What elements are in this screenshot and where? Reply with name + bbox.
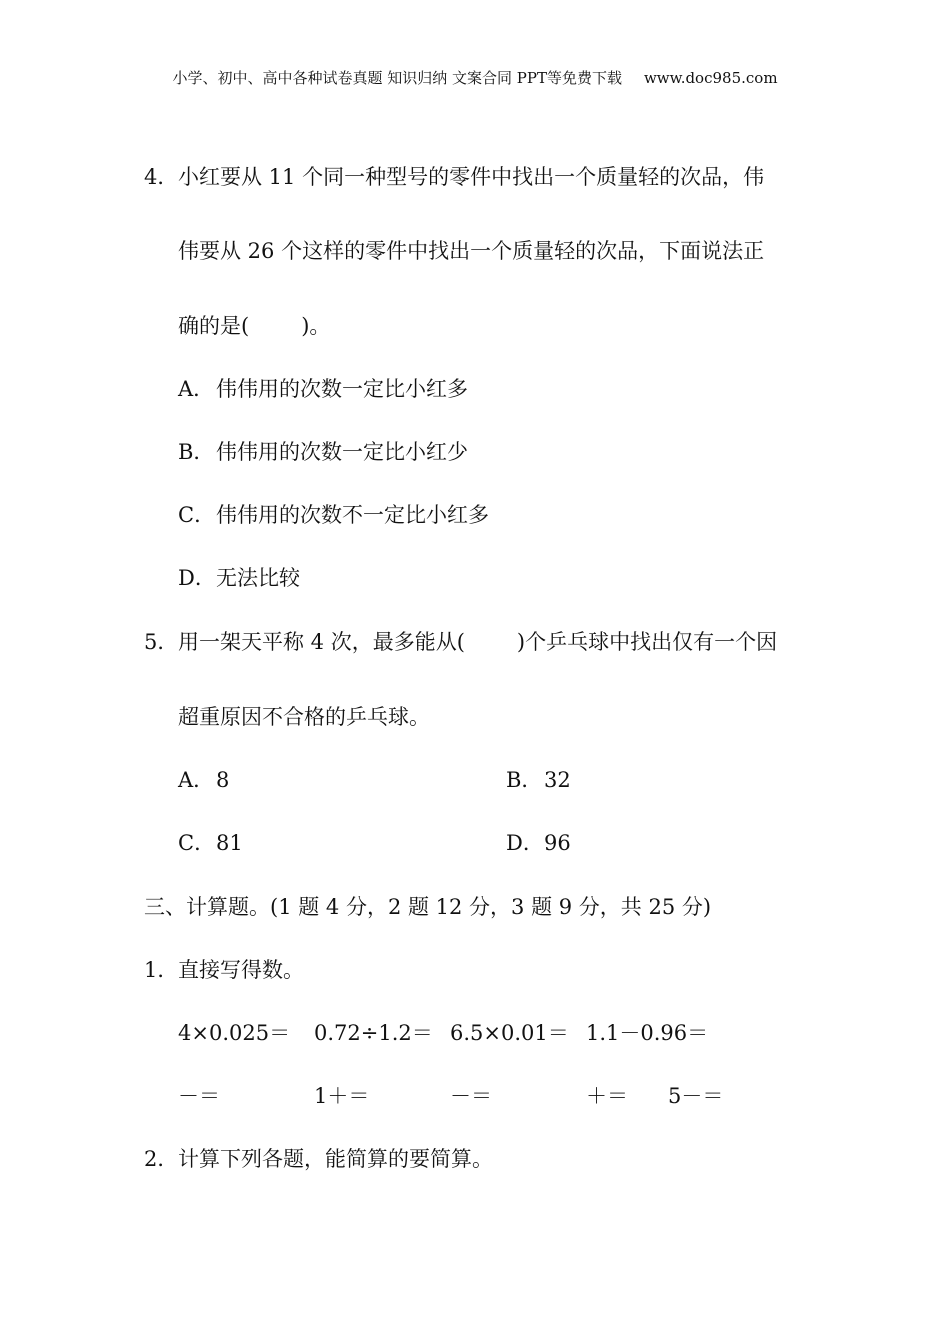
option-text: 96: [544, 831, 571, 855]
q5-text-1a: 用一架天平称 4 次，最多能从(: [178, 630, 465, 654]
option-text: 81: [216, 831, 243, 855]
q5-text-1b: )个乒乓球中找出仅有一个因: [516, 630, 778, 654]
q4-text-1: 小红要从 11 个同一种型号的零件中找出一个质量轻的次品，伟: [178, 165, 765, 189]
option-label: A．: [178, 768, 215, 792]
option-text: 32: [544, 768, 571, 792]
calc-1-title: 直接写得数。: [178, 958, 304, 982]
calc-item[interactable]: －＝: [178, 1084, 220, 1108]
calc-item[interactable]: 5－＝: [668, 1084, 724, 1108]
header-text: 小学、初中、高中各种试卷真题 知识归纳 文案合同 PPT等免费下载: [172, 69, 622, 87]
option-text: 伟伟用的次数一定比小红少: [216, 440, 468, 464]
q4-text-3a: 确的是(: [178, 314, 250, 338]
option-label: B．: [506, 768, 543, 792]
q5-text-1: [178, 627, 777, 657]
q5-option-d[interactable]: [506, 828, 571, 858]
q5-line-2: 超重原因不合格的乒乓球。: [178, 705, 430, 729]
calc-1-heading: [144, 955, 304, 985]
option-label: D．: [506, 831, 544, 855]
page-header: [0, 68, 950, 88]
q5-number: 5．: [144, 630, 179, 654]
calc-2-heading: [144, 1144, 493, 1174]
q4-option-c[interactable]: [178, 500, 489, 530]
option-text: 无法比较: [216, 566, 300, 590]
option-label: A．: [178, 377, 215, 401]
calc-item[interactable]: 0.72÷1.2＝: [314, 1021, 433, 1045]
option-label: C．: [178, 831, 216, 855]
q5-option-b[interactable]: [506, 765, 571, 795]
q4-line-2: 伟要从 26 个这样的零件中找出一个质量轻的次品，下面说法正: [178, 239, 765, 263]
header-site: www.doc985.com: [643, 69, 778, 87]
q4-number: 4．: [144, 165, 179, 189]
calc-item[interactable]: 4×0.025＝: [178, 1021, 291, 1045]
q4-text-3b: )。: [301, 314, 331, 338]
calc-item[interactable]: ＋＝: [586, 1084, 628, 1108]
calc-item[interactable]: －＝: [450, 1084, 492, 1108]
q4-option-a[interactable]: [178, 374, 468, 404]
option-text: 伟伟用的次数不一定比小红多: [216, 503, 489, 527]
q4-line-1: [144, 162, 765, 192]
calc-2-number: 2．: [144, 1147, 179, 1171]
section-3-title: 三、计算题。(1 题 4 分，2 题 12 分，3 题 9 分，共 25 分): [144, 895, 712, 919]
option-text: 8: [216, 768, 230, 792]
calc-2-title: 计算下列各题，能简算的要简算。: [178, 1147, 493, 1171]
q4-line-3: [178, 311, 330, 341]
calc-item[interactable]: 6.5×0.01＝: [450, 1021, 569, 1045]
q5-option-c[interactable]: [178, 828, 243, 858]
option-label: D．: [178, 566, 216, 590]
calc-item[interactable]: 1＋＝: [314, 1084, 370, 1108]
option-label: B．: [178, 440, 215, 464]
q5-option-a[interactable]: [178, 765, 229, 795]
option-text: 伟伟用的次数一定比小红多: [216, 377, 468, 401]
q4-option-b[interactable]: [178, 437, 468, 467]
q5-line-1: [144, 627, 778, 657]
calc-item[interactable]: 1.1－0.96＝: [586, 1021, 709, 1045]
option-label: C．: [178, 503, 216, 527]
q4-option-d[interactable]: [178, 563, 300, 593]
calc-1-number: 1．: [144, 958, 179, 982]
